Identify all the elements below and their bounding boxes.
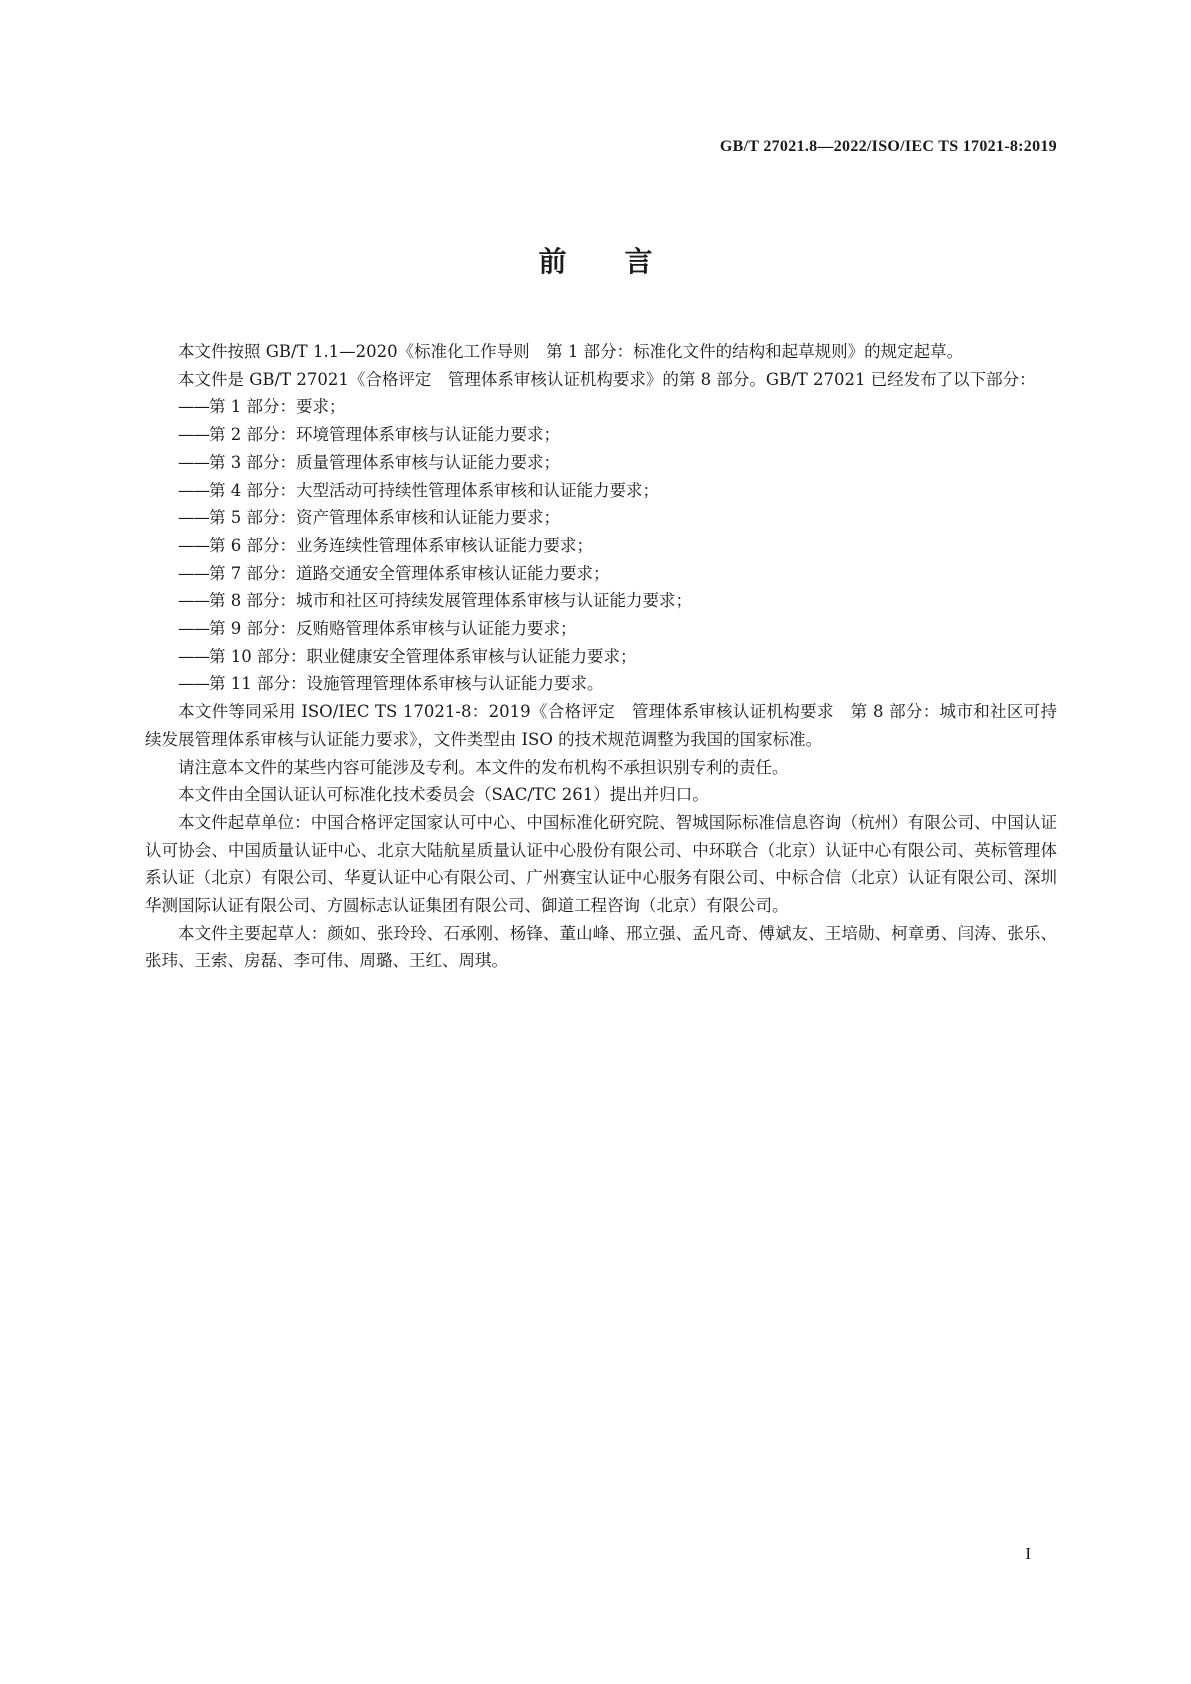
foreword-body [145, 338, 1057, 975]
list-item-text: 第 1 部分：要求； [209, 397, 346, 417]
paragraph-series-intro: 本文件是 GB/T 27021《合格评定 管理体系审核认证机构要求》的第 8 部分。GB/T 27021 已经发布了以下部分： [178, 369, 1036, 389]
list-dash: —— [178, 619, 209, 639]
list-dash: —— [178, 480, 209, 500]
list-item-text: 第 6 部分：业务连续性管理体系审核认证能力要求； [209, 535, 593, 555]
standard-code-header: GB/T 27021.8—2022/ISO/IEC TS 17021-8:2019 [719, 138, 1057, 155]
list-item [145, 560, 1057, 588]
list-item [145, 393, 1057, 421]
paragraph-adoption: 本文件等同采用 ISO/IEC TS 17021-8：2019《合格评定 管理体系审核认证机构要求 第 8 部分：城市和社区可持续发展管理体系审核与认证能力要求》，文件类型由 ISO 的技术规范调整为我国的国家标准。 [145, 702, 1057, 749]
list-item-text: 第 11 部分：设施管理管理体系审核与认证能力要求。 [209, 674, 604, 694]
list-dash: —— [178, 425, 209, 445]
paragraph-drafters: 本文件主要起草人：颜如、张玲玲、石承刚、杨锋、董山峰、邢立强、孟凡奇、傅斌友、王培勋、柯章勇、闫涛、张乐、张玮、王索、房磊、李可伟、周璐、王红、周琪。 [145, 923, 1057, 971]
list-item [145, 670, 1057, 698]
list-item-text: 第 7 部分：道路交通安全管理体系审核认证能力要求； [209, 563, 610, 583]
list-dash: —— [178, 452, 209, 472]
list-dash: —— [178, 508, 209, 528]
list-item [145, 615, 1057, 643]
paragraph-proposed-by: 本文件由全国认证认可标准化技术委员会（SAC/TC 261）提出并归口。 [178, 785, 709, 805]
list-item [145, 532, 1057, 560]
list-item-text: 第 10 部分：职业健康安全管理体系审核与认证能力要求； [209, 646, 637, 666]
list-dash: —— [178, 397, 209, 417]
list-item [145, 587, 1057, 615]
list-item [145, 449, 1057, 477]
page-title: 前言 [538, 245, 711, 278]
list-dash: —— [178, 563, 209, 583]
list-item [145, 643, 1057, 671]
list-item-text: 第 9 部分：反贿赂管理体系审核与认证能力要求； [209, 619, 577, 639]
paragraph-drafting-rules: 本文件按照 GB/T 1.1—2020《标准化工作导则 第 1 部分：标准化文件的结构和起草规则》的规定起草。 [178, 342, 964, 361]
list-item [145, 504, 1057, 532]
list-dash: —— [178, 646, 209, 666]
list-item [145, 421, 1057, 449]
list-dash: —— [178, 674, 209, 694]
list-dash: —— [178, 535, 209, 555]
list-item-text: 第 5 部分：资产管理体系审核和认证能力要求； [209, 508, 560, 528]
list-dash: —— [178, 591, 209, 611]
list-item-text: 第 4 部分：大型活动可持续性管理体系审核和认证能力要求； [209, 480, 659, 500]
parts-list [145, 393, 1057, 698]
list-item-text: 第 8 部分：城市和社区可持续发展管理体系审核与认证能力要求； [209, 591, 692, 611]
list-item-text: 第 2 部分：环境管理体系审核与认证能力要求； [209, 425, 560, 445]
list-item [145, 477, 1057, 505]
paragraph-drafting-units: 本文件起草单位：中国合格评定国家认可中心、中国标准化研究院、智城国际标准信息咨询（杭州）有限公司、中国认证认可协会、中国质量认证中心、北京大陆航星质量认证中心股份有限公司、中环联合（北京）认证中心有限公司、英标管理体系认证（北京）有限公司、华夏认证中心有限公司、广州赛宝认证中心服务有限公司、中标合信（北京）认证有限公司、深圳华测国际认证有限公司、方圆标志认证集团有限公司、御道工程咨询（北京）有限公司。 [145, 812, 1057, 916]
page-number: I [1025, 1544, 1031, 1563]
list-item-text: 第 3 部分：质量管理体系审核与认证能力要求； [209, 452, 560, 472]
paragraph-patent-notice: 请注意本文件的某些内容可能涉及专利。本文件的发布机构不承担识别专利的责任。 [178, 757, 789, 777]
